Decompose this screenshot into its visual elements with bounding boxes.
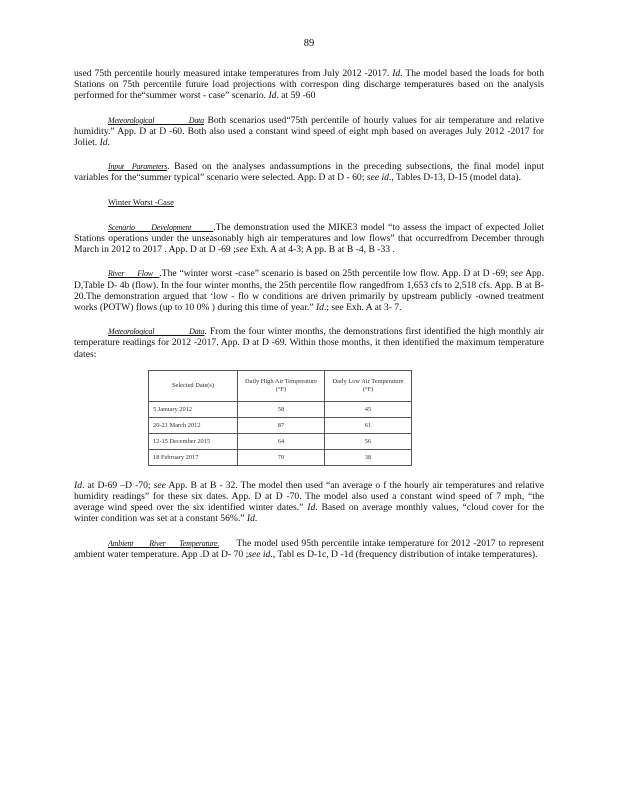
table-cell: 38 [325, 449, 412, 465]
paragraph-scenario-development: Scenario Development .The demonstration used the MIKE3 model “to assess the impact of expected Joliet Stations operations under the unseasonably high air temperatures and low flows” that occurredfrom December through March in 2012 to 2017 . App. D at D -69 ;see Exh. A at 4-3; A pp. B at B -4, B -33 . [74, 221, 544, 256]
table-cell: 20-21 March 2012 [149, 417, 238, 433]
table-cell: 56 [325, 433, 412, 449]
section-heading: Scenario Development [108, 222, 192, 232]
section-heading: Meteorological Data [108, 327, 205, 337]
section-heading: Input Parameters [108, 162, 168, 172]
paragraph-meteorological-summer: Meteorological Data Both scenarios used“75th percentile of hourly values for air temperature and relative humidity.” App. D at D -60. Both also used a constant wind speed of eight mph based on averages July 2012 -2017 for Joliet. Id. [74, 114, 544, 149]
table-cell: 87 [238, 417, 325, 433]
table-cell: 70 [238, 449, 325, 465]
table-cell: 12-15 December 2015 [149, 433, 238, 449]
table-cell: 18 February 2017 [149, 449, 238, 465]
table-row [149, 401, 412, 417]
document-body [74, 68, 544, 573]
section-heading: River Flow [108, 269, 153, 279]
paragraph-ambient-river-temperature: Ambient River Temperature. The model used 95th percentile intake temperature for 2012 -2017 to represent ambient water temperature. App .D at D- 70 ;see id., Tabl es D-1c, D -1d (frequency distribution of intake temperatures). [74, 537, 544, 560]
section-heading: Ambient River Temperature. [108, 538, 220, 548]
table-cell: 45 [325, 401, 412, 417]
page-number: 89 [303, 38, 315, 49]
table-header-row [149, 370, 412, 401]
temperature-table [148, 370, 412, 466]
subheading-winter-worst-case: Winter Worst -Case [108, 197, 174, 207]
paragraph-river-flow: River Flow .The “winter worst -case” scenario is based on 25th percentile low flow. App. D at D -69; see App. D,Table D- 4b (flow). In the four winter months, the 25th percentile flow rangedfrom 1,653 cfs to 2,518 cfs. App. B at B- 20.The demonstration argued that ‘low - flo w conditions are driven primarily by upstream publicly -owned treatment works (POTW) flows (up to 10 0% ) during this time of year.” Id.; see Exh. A at 3- 7. [74, 268, 544, 314]
table-cell: 5 January 2012 [149, 401, 238, 417]
table-cell: 61 [325, 417, 412, 433]
paragraph-meteorological-winter: Meteorological Data. From the four winter months, the demonstrations first identified the high monthly air temperature readings for 2012 -2017. App. D at D -69. Within those months, it then identified the maximum temperature dates: [74, 326, 544, 360]
table-header-cell: Daily Low Air Temperature (°F) [325, 370, 412, 401]
table-header-cell: Selected Date(s) [149, 370, 238, 401]
table-cell: 64 [238, 433, 325, 449]
section-heading: Meteorological Data [108, 115, 204, 125]
table-row [149, 449, 412, 465]
table-header-cell: Daily High Air Temperature (°F) [238, 370, 325, 401]
paragraph-after-table: Id. at D-69 –D -70; see App. B at B - 32. The model then used “an average o f the hourly air temperatures and relative humidity readings” for these six dates. App. D at D -70. The model also used a constant wind speed of 7 mph, “the average wind speed over the six identified winter dates.” Id. Based on average monthly values, “cloud cover for the winter condition was set at a constant 56%.” Id. [74, 479, 544, 525]
table-cell: 58 [238, 401, 325, 417]
table-row [149, 433, 412, 449]
paragraph-intake: used 75th percentile hourly measured intake temperatures from July 2012 -2017. Id. The model based the loads for both Stations on 75th percentile future load projections with correspon ding discharge temperatures based on the analysis performed for the“summer worst - case” scenario. Id. at 59 -60 [74, 68, 545, 102]
paragraph-input-parameters: Input Parameters. Based on the analyses andassumptions in the preceding subsections, the final model input variables for the“summer typical” scenario were selected. App. D at D - 60; see id., Tables D-13, D-15 (model data). [74, 161, 544, 184]
table-row [149, 417, 412, 433]
